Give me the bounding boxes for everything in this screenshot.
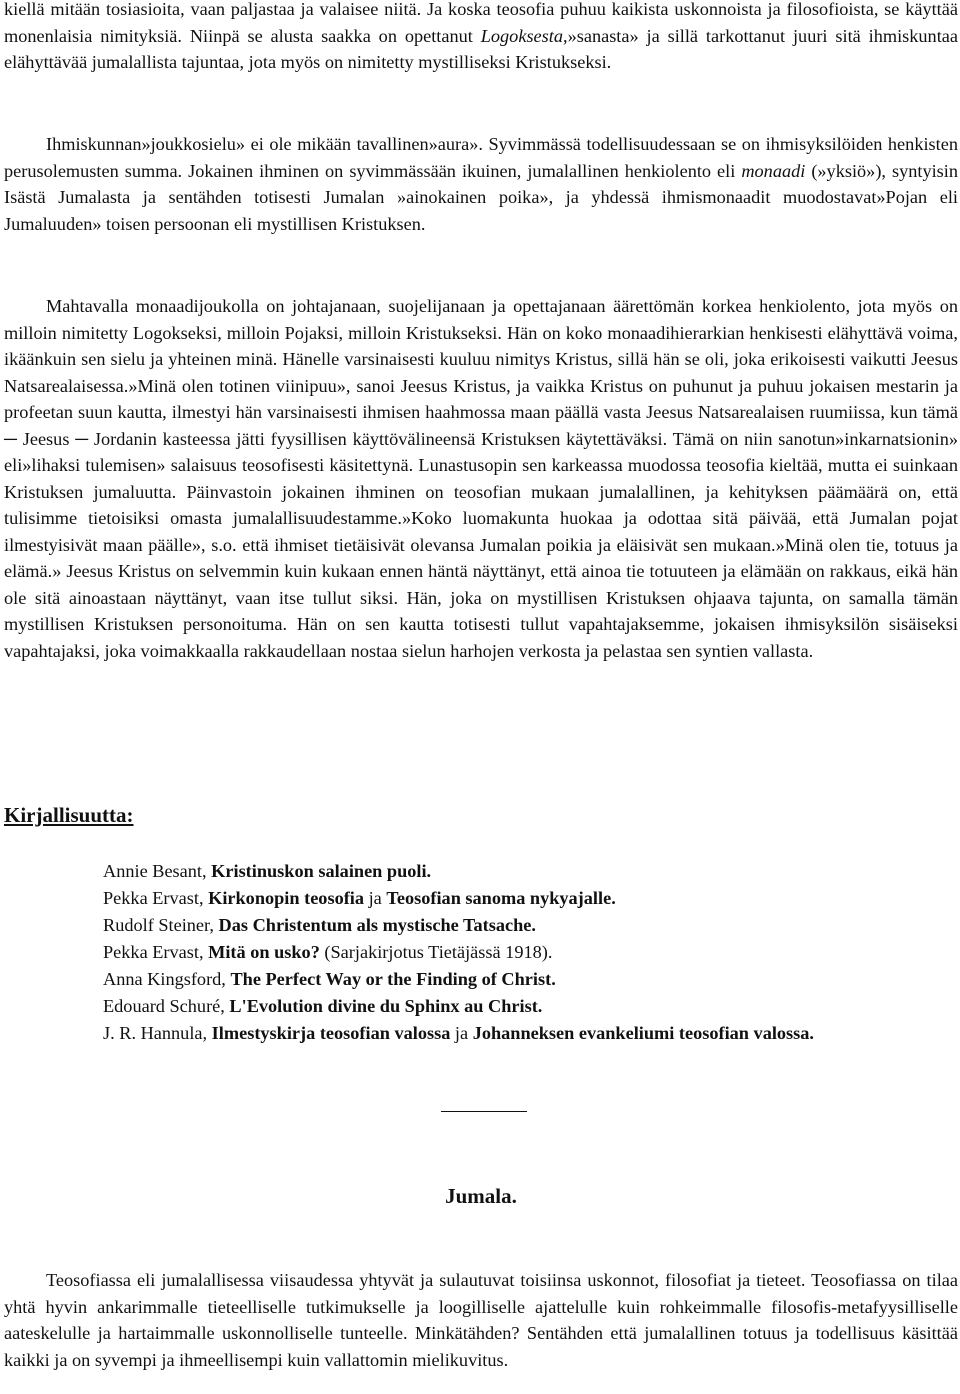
ref-title: The Perfect Way or the Finding of Christ. xyxy=(230,969,556,989)
ref-title: Teosofian sanoma nykyajalle. xyxy=(386,888,616,908)
ref-title: Das Christentum als mystische Tatsache. xyxy=(218,915,536,935)
section-title: Jumala. xyxy=(445,1184,517,1208)
literature-item xyxy=(103,1020,958,1047)
paragraph-christ: Mahtavalla monaadijoukolla on johtajanaan, suojelijanaan ja opettajanaan äärettömän korkea henkiolento, jota myös on milloin nimitetty Logokseksi, milloin Pojaksi, milloin Kristukseksi. Hän on koko monaadihierarkian henkisesti elähyttävä voima, ikäänkuin sen sielu ja yhteinen minä. Hänelle varsinaisesti kuuluu nimitys Kristus, sillä hän se oli, joka erikoisesti vaikutti Jeesus Natsarealaisessa.»Minä olen totinen viinipuu», sanoi Jeesus Kristus, ja vaikka Kristus on puhunut ja puhuu jokaisen mestarin ja profeetan suun kautta, ilmestyi hän varsinaisesti ihmisen haahmossa maan päällä vasta Jeesus Natsarealaisen ruumiissa, kun tämä ─ Jeesus ─ Jordanin kasteessa jätti fyysillisen käyttövälineensä Kristuksen käytettäväksi. Tämä on niin sanotun»inkarnatsionin» eli»lihaksi tulemisen» salaisuus teosofisesti käsitettynä. Lunastusopin sen karkeassa muodossa teosofia kieltää, mutta ei suinkaan Kristuksen jumaluutta. Päinvastoin jokainen ihminen on teosofian mukaan jumalallinen, ja kehityksen päämäärä on, että tulisimme tietoisiksi omasta jumalallisuudestamme.»Koko luomakunta huokaa ja odottaa sitä päivää, että Jumalan pojat ilmestyisivät maan päälle», s.o. että ihmiset tietäisivät olevansa Jumalan poikia ja eläisivät sen mukaan.»Minä olen tie, totuus ja elämä.» Jeesus Kristus on selvemmin kuin kukaan ennen häntä näyttänyt, että ainoa tie totuuteen ja elämään on rakkaus, eikä hän ole sitä ainoastaan näyttänyt, vaan itse tullut siksi. Hän, joka on mystillisen Kristuksen ohjaava tajunta, on samalla tämän mystillisen Kristuksen personoituma. Hän on sen kautta totisesti tullut vapahtajaksemme, jokaisen ihmisyksilön sisäiseksi vapahtajaksi, joka voimakkaalla rakkaudellaan nostaa sielun harhojen verkosta ja pelastaa sen syntien vallasta. xyxy=(4,296,958,661)
ref-title: Kristinuskon salainen puoli. xyxy=(211,861,432,881)
ref-author: Annie Besant, xyxy=(103,861,212,881)
section-divider xyxy=(441,1111,527,1112)
ref-author: Rudolf Steiner, xyxy=(103,915,219,935)
intro-text-1: kiellä mitään tosiasioita, vaan paljastaa ja valaisee niitä. Ja koska teosofia puhuu kaikista uskonnoista ja filosofioista, se käyttää monenlaisia nimityksiä. Niinpä se alusta saakka on opettanut xyxy=(4,0,958,46)
ref-author: Edouard Schuré, xyxy=(103,996,230,1016)
para2-term-monaadi: monaadi xyxy=(741,160,806,181)
ref-title: Johanneksen evankeliumi teosofian valossa. xyxy=(472,1023,814,1043)
ref-title: L'Evolution divine du Sphinx au Christ. xyxy=(229,996,543,1016)
literature-list xyxy=(103,858,958,1047)
para2-text-2: (»yksiö»), syntyisin Isästä Jumalasta ja sentähden totisesti Jumalan »ainokainen poika», ja yhdessä ihmismonaadit muodostavat»Pojan eli Jumaluuden» toisen persoonan eli mystillisen Kristuksen. xyxy=(4,160,959,234)
literature-item xyxy=(103,858,958,885)
ref-conjunction: ja xyxy=(450,1023,473,1043)
literature-item xyxy=(103,966,958,993)
literature-item xyxy=(103,885,958,912)
ref-title: Kirkonopin teosofia xyxy=(208,888,365,908)
paragraph-monad xyxy=(4,131,958,237)
ref-title: Ilmestyskirja teosofian valossa xyxy=(211,1023,451,1043)
literature-item xyxy=(103,939,958,966)
ref-author: Anna Kingsford, xyxy=(103,969,231,989)
paragraph-theosophy: Teosofiassa eli jumalallisessa viisaudessa yhtyvät ja sulautuvat toisiinsa uskonnot, filosofiat ja tieteet. Teosofiassa on tilaa yhtä hyvin ankarimmalle tieteelliselle tutkimukselle ja loogilliselle ajattelulle kuin rohkeimmalle filosofis-metafyysilliselle aateskelulle ja hartaimmalle uskonnolliselle tunteelle. Minkätähden? Sentähden että jumalallinen totuus ja todellisuus käsittää kaikki ja on syvempi ja ihmeellisempi kuin vallattomin mielikuvitus. xyxy=(4,1270,958,1370)
literature-item xyxy=(103,912,958,939)
ref-author: Pekka Ervast, xyxy=(103,888,209,908)
literature-heading: Kirjallisuutta: xyxy=(4,803,134,827)
paragraph-intro xyxy=(4,0,958,76)
ref-conjunction: ja xyxy=(364,888,387,908)
ref-author: Pekka Ervast, xyxy=(103,942,209,962)
ref-note: (Sarjakirjotus Tietäjässä 1918). xyxy=(319,942,553,962)
intro-term-logos: Logoksesta xyxy=(480,25,563,46)
ref-title: Mitä on usko? xyxy=(208,942,320,962)
para2-text-1: Ihmiskunnan»joukkosielu» ei ole mikään tavallinen»aura». Syvimmässä todellisuudessaan se on ihmisyksilöiden henkisten perusolemusten summa. Jokainen ihminen on syvimmässään ikuinen, jumalallinen henkiolento eli xyxy=(4,134,958,181)
ref-author: J. R. Hannula, xyxy=(103,1023,212,1043)
literature-item xyxy=(103,993,958,1020)
intro-text-2: ,»sanasta» ja sillä tarkottanut juuri sitä ihmiskuntaa elähyttävää jumalallista tajuntaa, jota myös on nimitetty mystilliseksi Kristukseksi. xyxy=(4,25,958,72)
